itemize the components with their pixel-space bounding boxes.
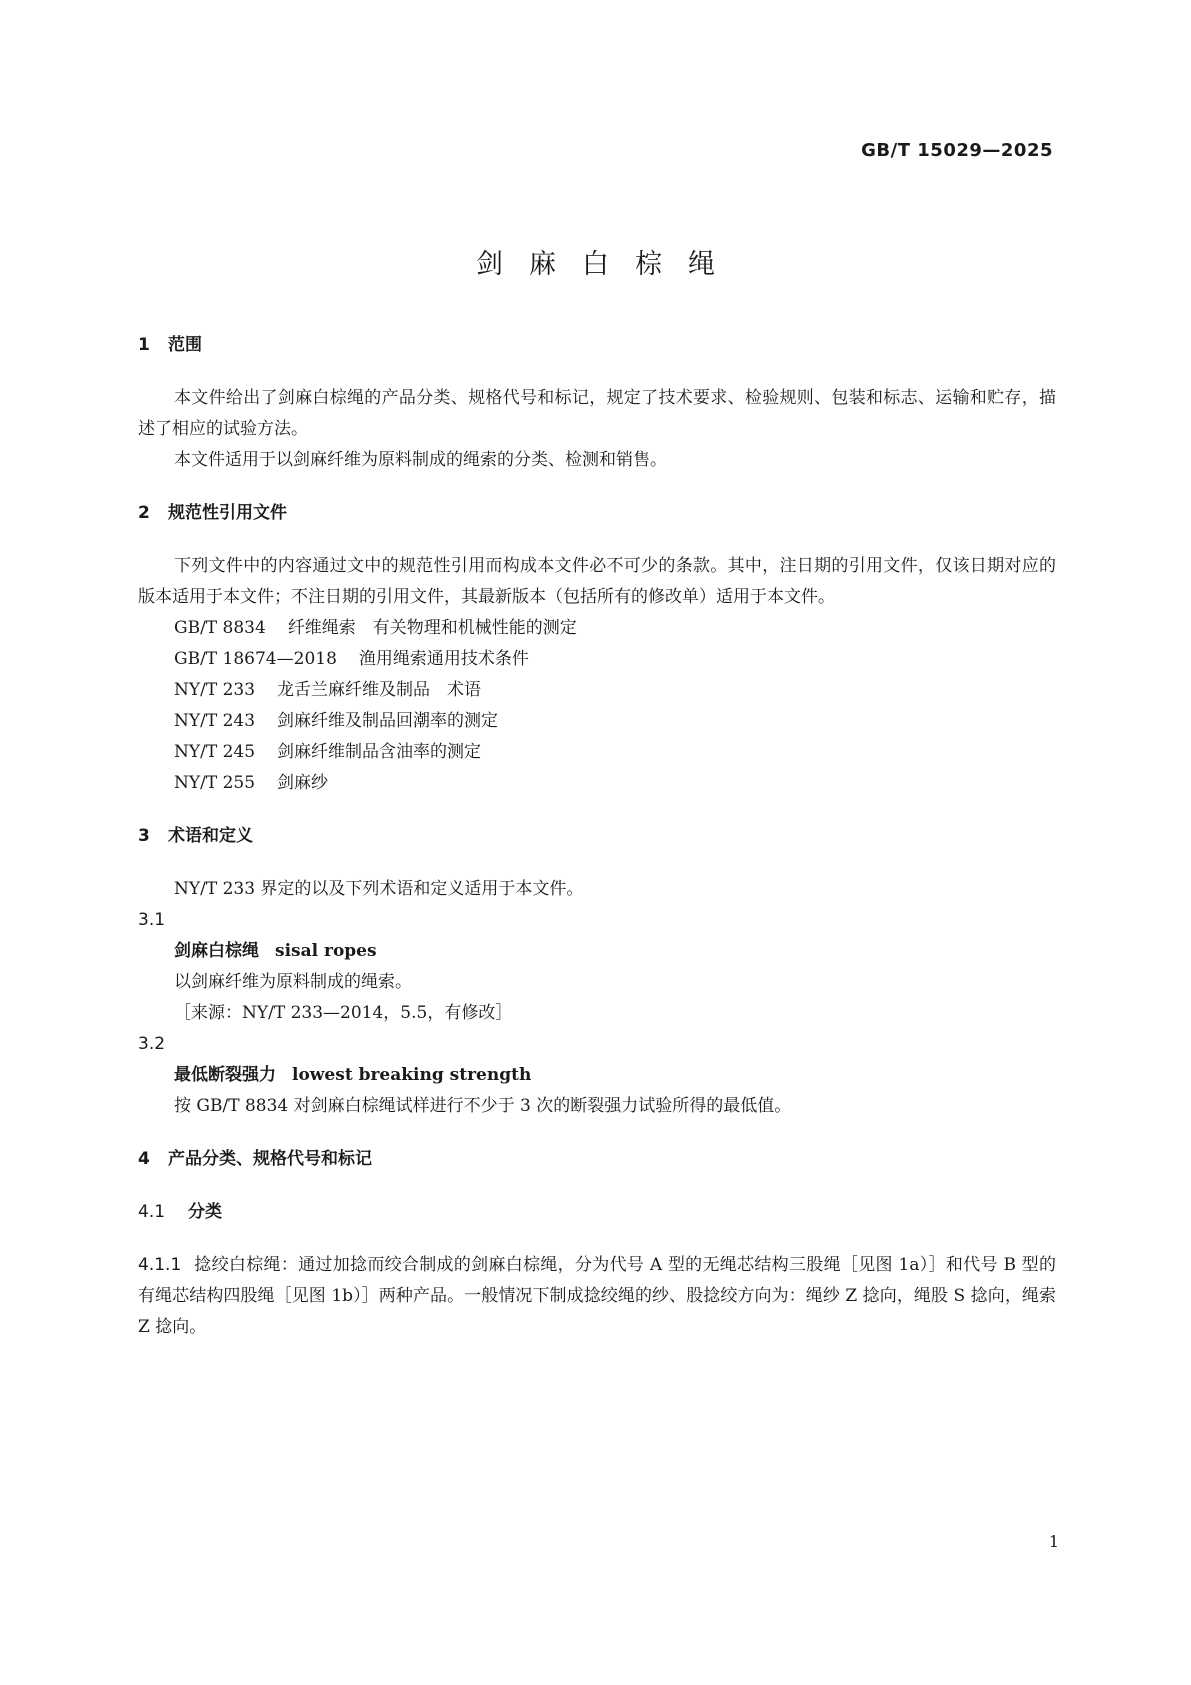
term-definition: 以剑麻纤维为原料制成的绳索。 (174, 972, 412, 992)
document-title: 剑麻白棕绳 (476, 249, 741, 280)
document-body (138, 330, 1056, 1343)
reference-code: NY/T 245 (174, 742, 256, 762)
subsection-4-1-heading (138, 1197, 1056, 1228)
term-definition: 按 GB/T 8834 对剑麻白棕绳试样进行不少于 3 次的断裂强力试验所得的最低值。 (174, 1096, 792, 1116)
scope-paragraph-2: 本文件适用于以剑麻纤维为原料制成的绳索的分类、检测和销售。 (174, 450, 667, 470)
term-number: 3.1 (138, 910, 166, 930)
clause-number: 4.1.1 (138, 1255, 182, 1275)
term-name (138, 1060, 1056, 1091)
term-source: ［来源：NY/T 233—2014，5.5，有修改］ (174, 1003, 513, 1023)
reference-code: NY/T 233 (174, 680, 256, 700)
reference-code: GB/T 18674—2018 (174, 649, 337, 669)
reference-item (138, 768, 1056, 799)
reference-item (138, 706, 1056, 737)
document-code: GB/T 15029—2025 (861, 140, 1053, 161)
clause-text: 捻绞白棕绳：通过加捻而绞合制成的剑麻白棕绳，分为代号 A 型的无绳芯结构三股绳［见图 1a）］和代号 B 型的有绳芯结构四股绳［见图 1b）］两种产品。一般情况下制成捻绞绳的纱、股捻绞方向为：绳纱 Z 捻向，绳股 S 捻向，绳索 Z 捻向。 (138, 1255, 1056, 1337)
term-name-en: sisal ropes (275, 941, 377, 961)
terms-intro: NY/T 233 界定的以及下列术语和定义适用于本文件。 (174, 879, 584, 899)
reference-title: 剑麻纤维制品含油率的测定 (277, 742, 482, 762)
clause-4-1-1 (138, 1250, 1056, 1343)
reference-item (138, 613, 1056, 644)
page-number: 1 (1048, 1532, 1059, 1551)
term-name (138, 936, 1056, 967)
reference-item (138, 644, 1056, 675)
reference-item (138, 675, 1056, 706)
section-title: 规范性引用文件 (168, 503, 287, 523)
section-title: 范围 (168, 335, 202, 355)
term-name-cn: 剑麻白棕绳 (174, 941, 259, 961)
term-name-cn: 最低断裂强力 (174, 1065, 276, 1085)
section-number: 1 (138, 335, 150, 355)
subsection-title: 分类 (188, 1202, 222, 1222)
section-3-heading (138, 821, 1056, 852)
reference-title: 龙舌兰麻纤维及制品 术语 (277, 680, 482, 700)
section-title: 产品分类、规格代号和标记 (168, 1149, 372, 1169)
section-number: 2 (138, 503, 150, 523)
section-1-heading (138, 330, 1056, 361)
reference-code: NY/T 243 (174, 711, 256, 731)
term-number: 3.2 (138, 1034, 166, 1054)
term-name-en: lowest breaking strength (292, 1065, 532, 1085)
reference-title: 剑麻纱 (277, 773, 329, 793)
section-4-heading (138, 1144, 1056, 1175)
reference-code: NY/T 255 (174, 773, 256, 793)
section-number: 4 (138, 1149, 150, 1169)
reference-item (138, 737, 1056, 768)
scope-paragraph-1: 本文件给出了剑麻白棕绳的产品分类、规格代号和标记，规定了技术要求、检验规则、包装和标志、运输和贮存，描述了相应的试验方法。 (138, 388, 1056, 439)
reference-title: 渔用绳索通用技术条件 (358, 649, 529, 669)
normative-references-paragraph: 下列文件中的内容通过文中的规范性引用而构成本文件必不可少的条款。其中，注日期的引用文件，仅该日期对应的版本适用于本文件；不注日期的引用文件，其最新版本（包括所有的修改单）适用于本文件。 (138, 556, 1056, 607)
reference-list (138, 613, 1056, 799)
section-2-heading (138, 498, 1056, 529)
subsection-number: 4.1 (138, 1202, 166, 1222)
section-title: 术语和定义 (168, 826, 253, 846)
reference-title: 剑麻纤维及制品回潮率的测定 (277, 711, 499, 731)
section-number: 3 (138, 826, 150, 846)
reference-title: 纤维绳索 有关物理和机械性能的测定 (287, 618, 577, 638)
reference-code: GB/T 8834 (174, 618, 266, 638)
